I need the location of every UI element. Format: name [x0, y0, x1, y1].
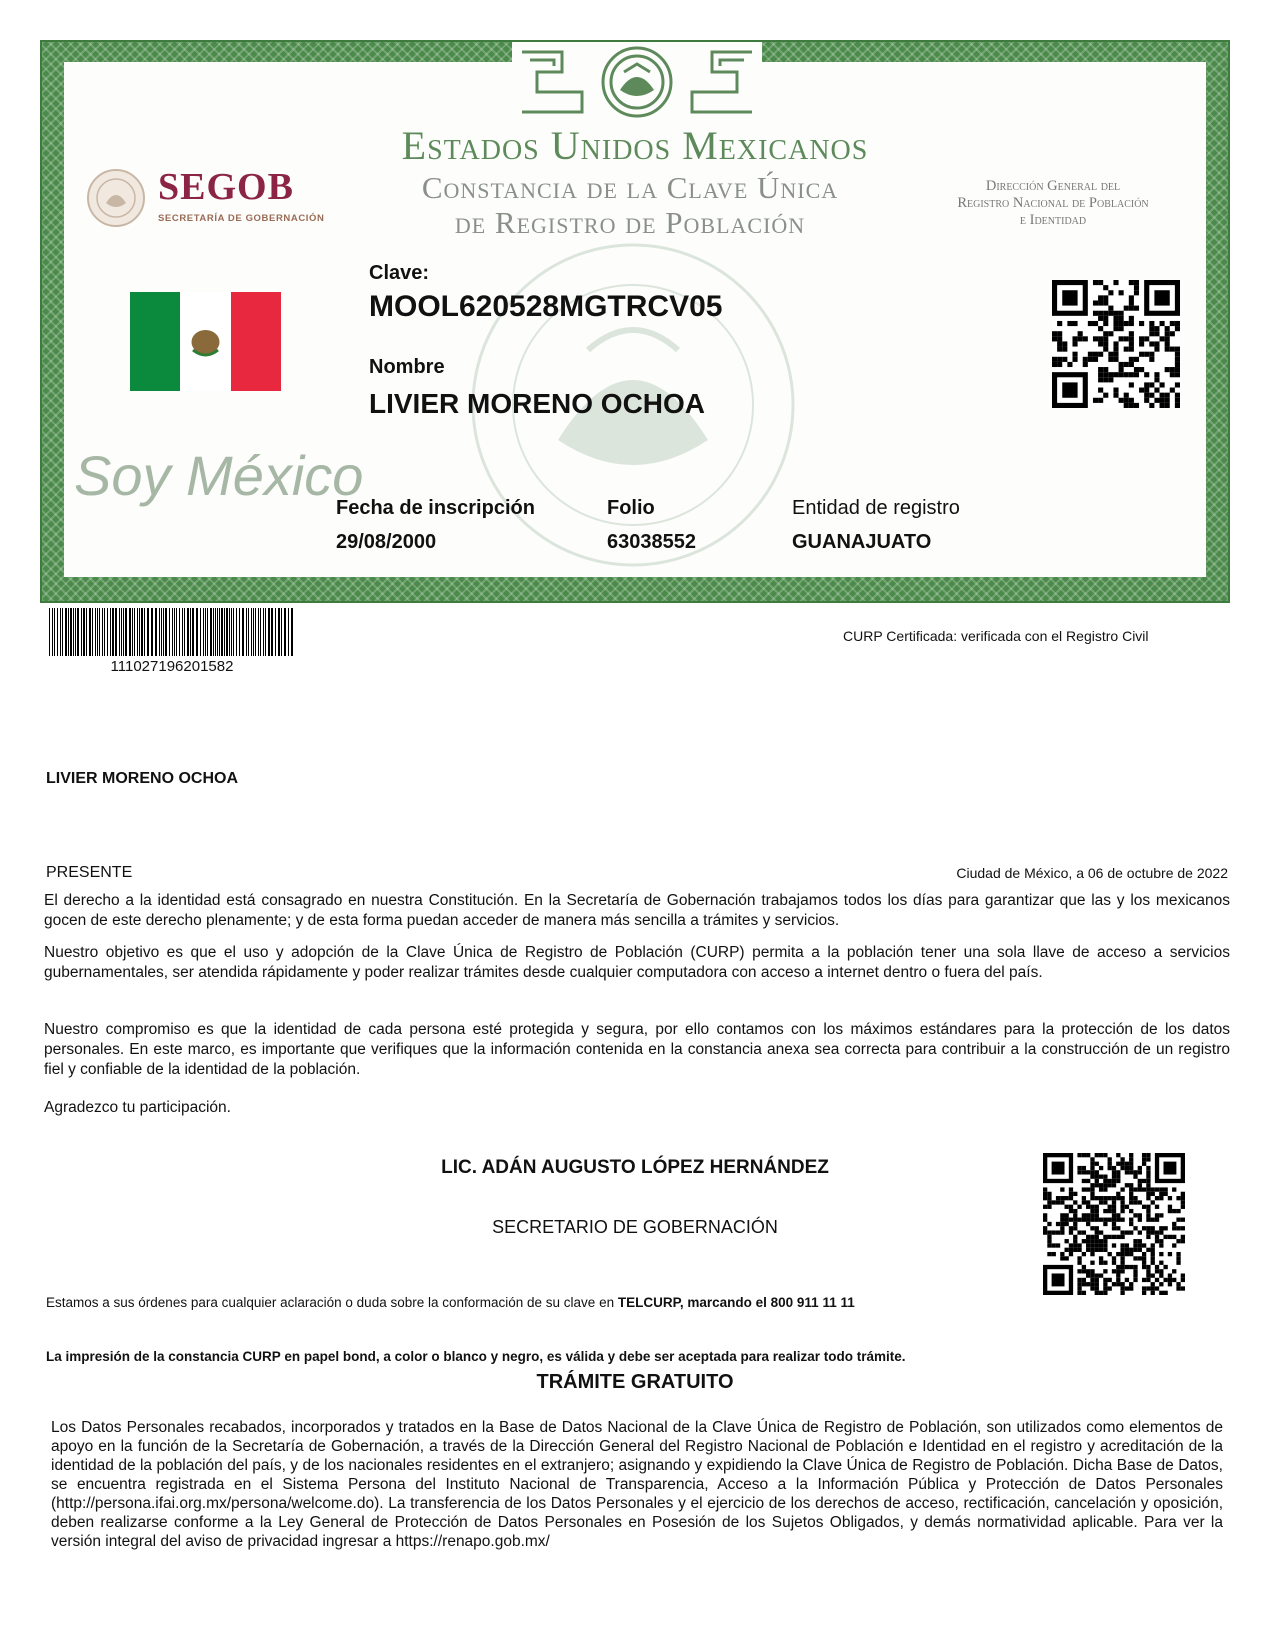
letter-paragraph: El derecho a la identidad está consagrado en nuestra Constitución. En la Secretaría de Gobernación trabajamos todos los días para garantizar que las y los mexicanos gocen de este derecho plenamente; y de esta forma puedan acceder de manera más sencilla a trámites y servicios.	[44, 892, 1230, 929]
clave-label: Clave:	[369, 262, 430, 284]
agency-name	[918, 178, 1188, 229]
letter-paragraph: Nuestro objetivo es que el uso y adopción de la Clave Única de Registro de Población (CURP) permita a la población tener una sola llave de acceso a servicios gubernamentales, ser atendida rápidamente y poder realizar trámites desde cualquier computadora con acceso a internet dentro o fuera del país.	[44, 944, 1230, 981]
segob-seal-icon	[86, 168, 146, 228]
print-validity-note: La impresión de la constancia CURP en papel bond, a color o blanco y negro, es válida y debe ser aceptada para realizar todo trámite.	[46, 1349, 906, 1364]
certificate-title: Estados Unidos Mexicanos	[401, 123, 869, 168]
agency-line: e Identidad	[1019, 212, 1087, 228]
nombre-label: Nombre	[369, 356, 445, 378]
letter-date: Ciudad de México, a 06 de octubre de 2022	[956, 865, 1228, 881]
slogan: Soy México	[74, 444, 364, 507]
fecha-inscripcion-label: Fecha de inscripción	[336, 497, 535, 519]
signer-name: LIC. ADÁN AUGUSTO LÓPEZ HERNÁNDEZ	[441, 1157, 829, 1178]
contact-note	[46, 1295, 855, 1310]
segob-subtitle: SECRETARÍA DE GOBERNACIÓN	[158, 213, 325, 224]
clave-value: MOOL620528MGTRCV05	[369, 290, 723, 323]
privacy-notice: Los Datos Personales recabados, incorporados y tratados en la Base de Datos Nacional de la Clave Única de Registro de Población, son utilizados como elementos de apoyo en la función de la Secretaría de Gobernación, a través de la Dirección General del Registro Nacional de Población e Identidad en el registro y acreditación de la identidad de la población del país, y de los nacionales residentes en el extranjero; asignando y expidiendo la Clave Única de Registro de Población. Dicha Base de Datos, se encuentra registrada en el Sistema Persona del Instituto Nacional de Transparencia, Acceso a la Información Pública y Protección de Datos Personales (http://persona.ifai.org.mx/persona/welcome.do). La transferencia de los Datos Personales y el ejercicio de los derechos de acceso, rectificación, cancelación y oposición, deben realizarse conforme a la Ley General de Protección de Datos Personales en Posesión de los Sujetos Obligados, y demás normatividad aplicable. Para ver la versión integral del aviso de privacidad ingresar a https://renapo.gob.mx/	[51, 1419, 1223, 1550]
nombre-value: LIVIER MORENO OCHOA	[369, 388, 706, 419]
mexico-flag-icon	[130, 292, 281, 391]
certification-note: CURP Certificada: verificada con el Registro Civil	[843, 628, 1149, 644]
barcode-number: 111027196201582	[110, 658, 234, 675]
free-procedure-heading: TRÁMITE GRATUITO	[536, 1371, 734, 1393]
fecha-inscripcion-value: 29/08/2000	[336, 531, 437, 553]
certificate-subtitle-line1: Constancia de la Clave Única	[421, 170, 839, 205]
folio-value: 63038552	[607, 531, 696, 553]
barcode-icon	[49, 608, 295, 656]
segob-logo-text: SEGOB	[158, 166, 294, 208]
letter-closing: Agradezco tu participación.	[44, 1099, 231, 1116]
entidad-registro-value: GUANAJUATO	[792, 531, 932, 553]
agency-line: Dirección General del	[985, 178, 1121, 194]
folio-label: Folio	[607, 497, 655, 519]
agency-line: Registro Nacional de Población	[957, 195, 1149, 211]
letter-paragraph: Nuestro compromiso es que la identidad de cada persona esté protegida y segura, por ello contamos con los máximos estándares para la protección de los datos personales. En este marco, es importante que verifiques que la información contenida en la constancia anexa sea correcta para contribuir a la construcción de un registro fiel y confiable de la identidad de la población.	[44, 1021, 1230, 1078]
qr-code-icon	[1052, 280, 1180, 408]
contact-phone: TELCURP, marcando el 800 911 11 11	[617, 1295, 855, 1310]
qr-code-icon	[1043, 1153, 1185, 1295]
coat-of-arms-crest-icon	[512, 42, 762, 124]
presente-label: PRESENTE	[46, 864, 133, 881]
signer-title: SECRETARIO DE GOBERNACIÓN	[492, 1217, 778, 1237]
addressee-name: LIVIER MORENO OCHOA	[46, 770, 239, 787]
certificate-subtitle-line2: de Registro de Población	[454, 205, 806, 240]
entidad-registro-label: Entidad de registro	[792, 497, 960, 519]
contact-text: Estamos a sus órdenes para cualquier aclaración o duda sobre la conformación de su clave en	[46, 1295, 618, 1310]
